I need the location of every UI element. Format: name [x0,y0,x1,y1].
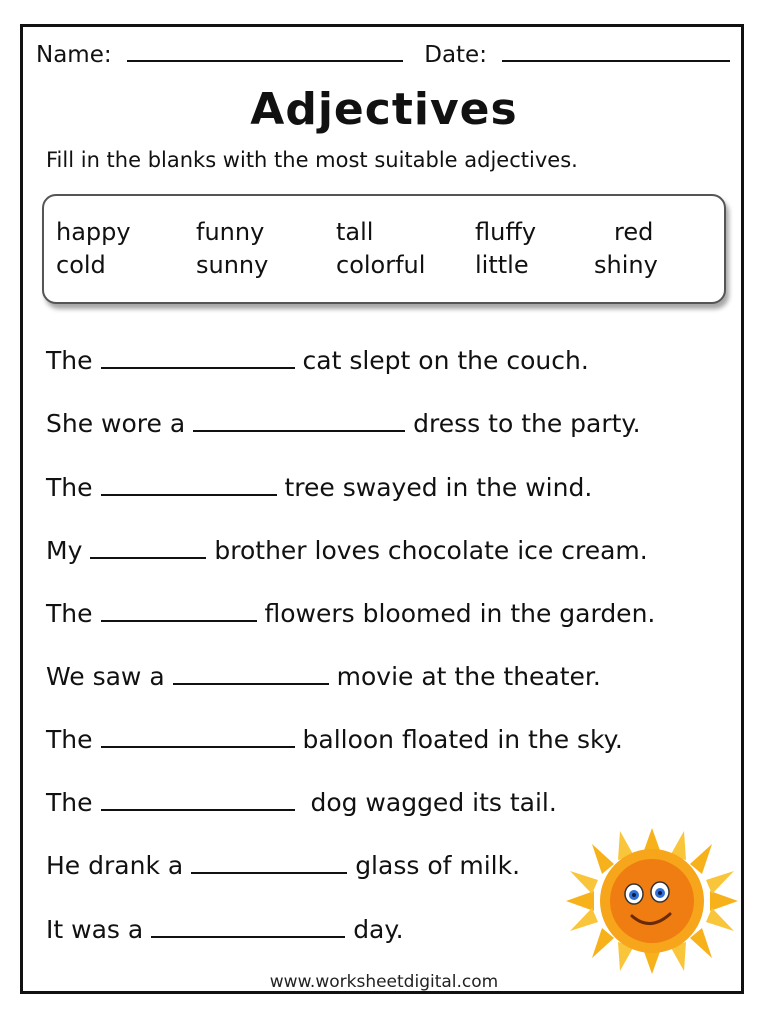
word-bank-item: happy [56,218,131,246]
page-title: Adjectives [250,84,518,135]
sentence-text-after: balloon floated in the sky. [302,725,623,754]
sentence-text-after: brother loves chocolate ice cream. [214,536,648,565]
sentence-text-before: The [46,599,93,628]
sentence-text-before: The [46,346,93,375]
answer-blank[interactable] [101,726,295,748]
answer-blank[interactable] [151,916,345,938]
answer-blank[interactable] [101,600,257,622]
word-bank-item: tall [336,218,374,246]
answer-blank[interactable] [191,852,347,874]
sentence-text-after: dress to the party. [413,409,641,438]
word-bank-item: sunny [196,251,269,279]
sentence-text-before: My [46,536,83,565]
sentence-text-before: The [46,473,93,502]
sun-face [610,859,694,943]
answer-blank[interactable] [101,474,277,496]
sentence-text-after: cat slept on the couch. [302,346,589,375]
sentence-text-after: movie at the theater. [336,662,601,691]
sentence-text-after: tree swayed in the wind. [284,473,593,502]
sun-left-pupil-dot [632,893,636,897]
word-bank-item: little [475,251,529,279]
sentence-text-after: flowers bloomed in the garden. [264,599,656,628]
sentence-text-before: It was a [46,915,144,944]
answer-blank[interactable] [173,663,329,685]
sentence-text-before: He drank a [46,851,184,880]
sentence-text-after: day. [353,915,404,944]
answer-blank[interactable] [101,347,295,369]
sentence-2 [46,409,641,438]
name-field[interactable] [127,42,403,62]
sentence-7 [46,725,623,754]
sentence-3 [46,473,592,502]
sun-right-pupil-dot [658,891,662,895]
date-field[interactable] [502,42,730,62]
word-bank-item: cold [56,251,106,279]
sentence-10 [46,915,404,944]
answer-blank[interactable] [101,789,295,811]
date-label: Date: [424,42,487,68]
word-bank-item: fluffy [475,218,537,246]
name-label: Name: [36,42,112,68]
instructions: Fill in the blanks with the most suitable adjectives. [46,148,578,172]
smiling-sun-icon [562,826,742,976]
sentence-text-after: dog wagged its tail. [302,788,557,817]
sentence-text-before: The [46,725,93,754]
sentence-6 [46,662,601,691]
sentence-text-after: glass of milk. [355,851,521,880]
name-date-line [36,42,730,68]
sentence-4 [46,536,648,565]
word-bank [42,194,726,304]
sentence-1 [46,346,589,375]
word-bank-item: red [614,218,654,246]
word-bank-item: funny [196,218,265,246]
answer-blank[interactable] [90,537,206,559]
sentence-text-before: We saw a [46,662,165,691]
footer-url: www.worksheetdigital.com [269,972,499,992]
sentence-text-before: The [46,788,93,817]
sentence-text-before: She wore a [46,409,186,438]
word-bank-item: shiny [594,251,658,279]
sentence-5 [46,599,655,628]
answer-blank[interactable] [193,410,405,432]
word-bank-item: colorful [336,251,426,279]
sentence-8 [46,788,557,817]
sentence-9 [46,851,520,880]
